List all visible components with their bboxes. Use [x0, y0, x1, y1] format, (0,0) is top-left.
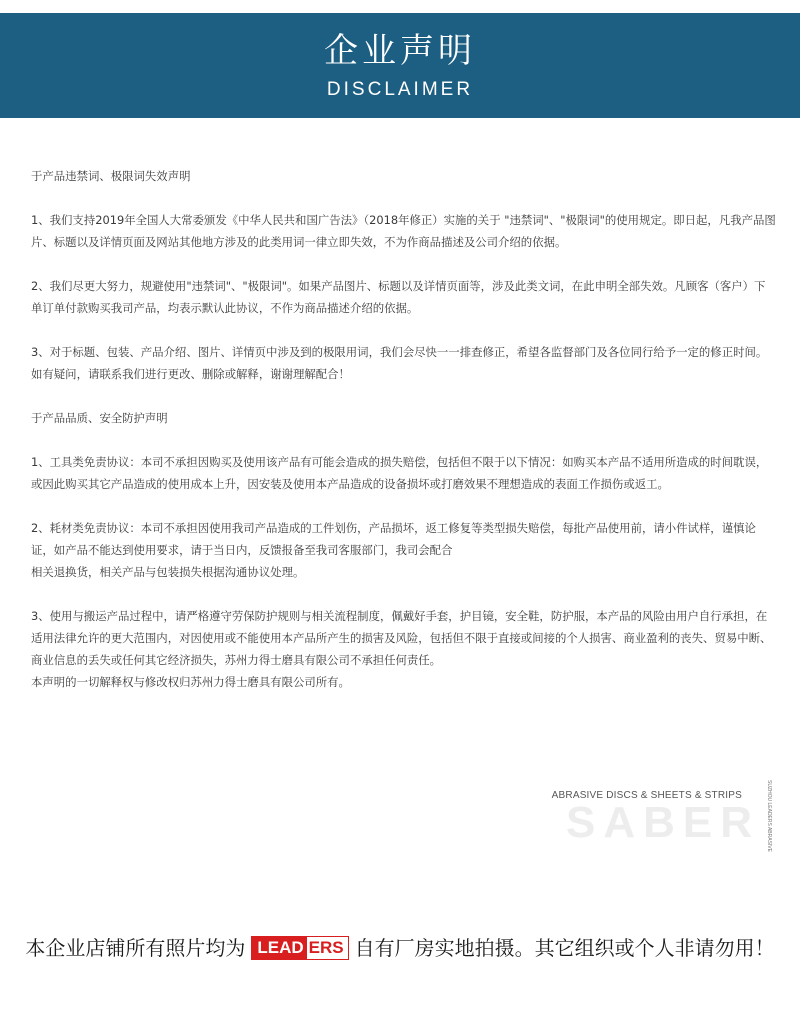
section-paragraph: 3、使用与搬运产品过程中，请严格遵守劳保防护规则与相关流程制度，佩戴好手套，护目镜，安全鞋，防护服，本产品的风险由用户自行承担，在适用法律允许的更大范围内，对因使用或不能使用本产品所产生的损害及风险，包括但不限于直接或间接的个人损害、商业盈利的丧失、贸易中断、商业信息的丢失或任何其它经济损失，苏州力得士磨具有限公司不承担任何责任。 本声明的一切解释权与修改权归苏州力得士磨具有限公司所有。: [31, 609, 772, 689]
notice-text-before: 本企业店铺所有照片均为: [25, 936, 246, 960]
leaders-logo: [251, 936, 348, 960]
section-heading: 于产品违禁词、极限词失效声明: [31, 169, 191, 183]
logo-left-part: LEAD: [252, 937, 306, 959]
brand-watermark: SABER: [565, 798, 760, 847]
section-heading: 于产品品质、安全防护声明: [31, 411, 168, 425]
brand-mark: [500, 780, 790, 860]
section-paragraph: 1、我们支持2019年全国人大常委颁发《中华人民共和国广告法》（2018年修正）实施的关于 "违禁词"、"极限词"的使用规定。即日起，凡我产品图片、标题以及详情页面及网站其他地方涉及的此类用词一律立即失效，不为作商品描述及公司介绍的依据。: [31, 213, 776, 249]
section-paragraph: 3、对于标题、包装、产品介绍、图片、详情页中涉及到的极限用词，我们会尽快一一排查修正，希望各监督部门及各位同行给予一定的修正时间。 如有疑问，请联系我们进行更改、删除或解释，谢谢理解配合！: [31, 345, 768, 381]
section-paragraph: 1、工具类免责协议：本司不承担因购买及使用该产品有可能会造成的损失赔偿，包括但不限于以下情况：如购买本产品不适用所造成的时间耽误，或因此购买其它产品造成的使用成本上升，因安装及使用本产品造成的设备损坏或打磨效果不理想造成的表面工作损伤或返工。: [31, 455, 768, 491]
section-paragraph: 2、我们尽更大努力，规避使用"违禁词"、"极限词"。如果产品图片、标题以及详情页面等，涉及此类文词，在此申明全部失效。凡顾客（客户）下单订单付款购买我司产品，均表示默认此协议，不作为商品描述介绍的依据。: [31, 279, 766, 315]
copyright-notice: [0, 933, 800, 963]
disclaimer-content: [31, 165, 776, 693]
page-subtitle: DISCLAIMER: [326, 79, 474, 100]
logo-right-part: ERS: [307, 937, 348, 959]
header-banner: [0, 13, 800, 118]
section-paragraph: 2、耗材类免责协议：本司不承担因使用我司产品造成的工件划伤，产品损坏，返工修复等类型损失赔偿，每批产品使用前，请小件试样，谨慎论证，如产品不能达到使用要求，请于当日内，反馈报备至我司客服部门，我司会配合 相关退换货，相关产品与包装损失根据沟通协议处理。: [31, 521, 756, 579]
page-title: 企业声明: [324, 31, 476, 71]
notice-text-after: 自有厂房实地拍摄。其它组织或个人非请勿用！: [354, 936, 775, 960]
brand-tagline: ABRASIVE DISCS & SHEETS & STRIPS: [551, 790, 742, 801]
brand-vertical-text: SUZHOU LEADERS ABRASIVE: [766, 780, 772, 852]
